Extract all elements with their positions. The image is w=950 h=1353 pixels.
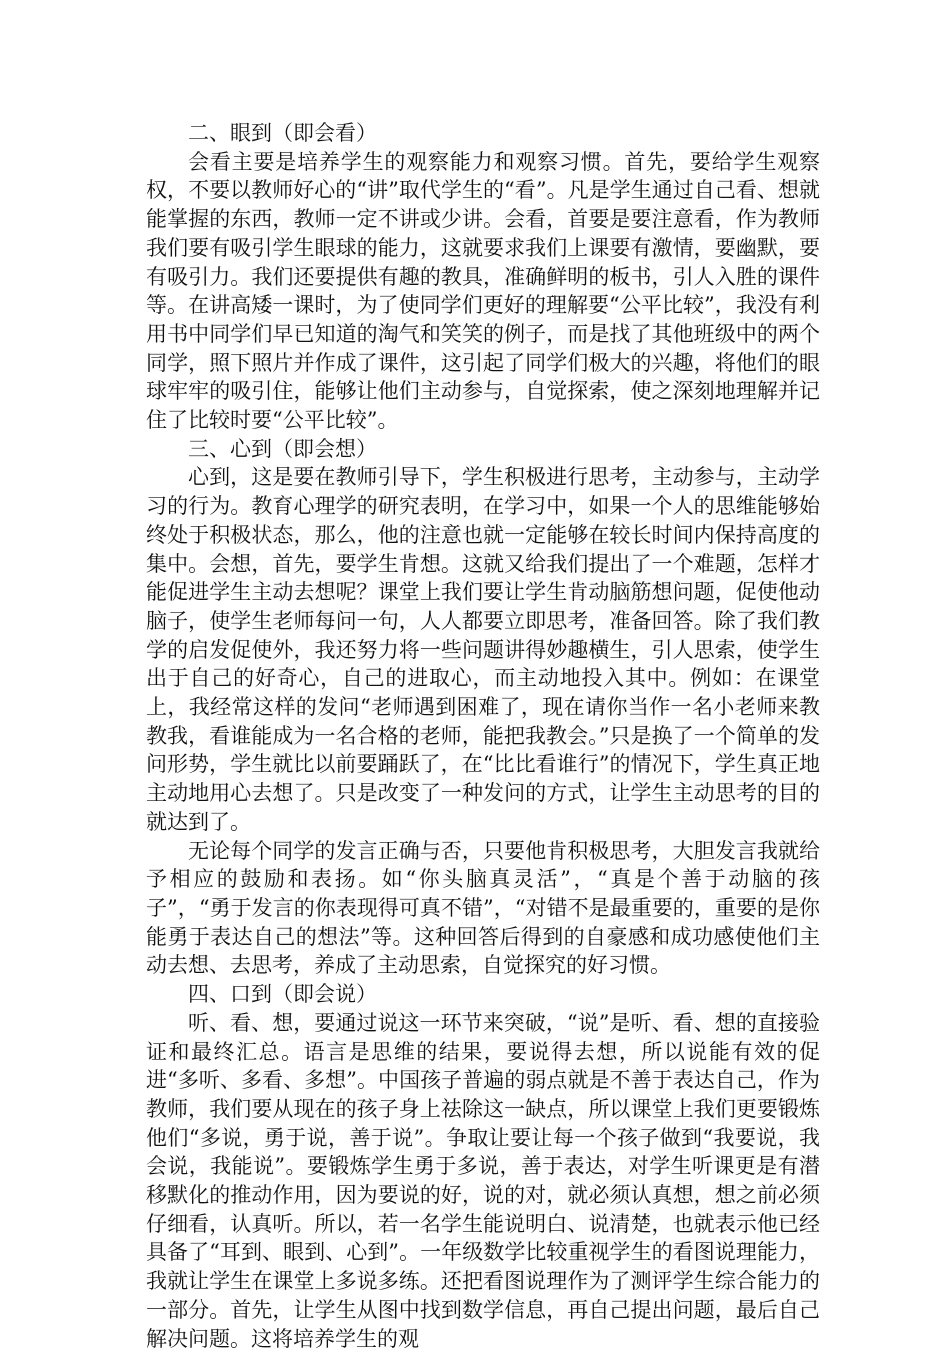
paragraph-heart: 心到，这是要在教师引导下，学生积极进行思考，主动参与，主动学习的行为。教育心理学的研究表明，在学习中，如果一个人的思维能够始终处于积极状态，那么，他的注意也就一定能够在较长时间内保持高度的集中。会想，首先，要学生肯想。这就又给我们提出了一个难题，怎样才能促进学生主动去想呢？课堂上我们要让学生肯动脑筋想问题，促使他动脑子，使学生老师每问一句，人人都要立即思考，准备回答。除了我们教学的启发促使外，我还努力将一些问题讲得妙趣横生，引人思索，使学生出于自己的好奇心，自己的进取心，而主动地投入其中。例如：在课堂上，我经常这样的发问“老师遇到困难了，现在请你当作一名小老师来教教我，看谁能成为一名合格的老师，能把我教会。”只是换了一个简单的发问形势，学生就比以前要踊跃了，在“比比看谁行”的情况下，学生真正地主动地用心去想了。只是改变了一种发问的方式，让学生主动思考的目的就达到了。 bbox=[146, 465, 820, 834]
paragraph-encouragement: 无论每个同学的发言正确与否，只要他肯积极思考，大胆发言我就给予相应的鼓励和表扬。如“你头脑真灵活”，“真是个善于动脑的孩子”，“勇于发言的你表现得可真不错”，“对错不是最重要的，重要的是你能勇于表达自己的想法”等。这种回答后得到的自豪感和成功感使他们主动去想、去思考，养成了主动思索，自觉探究的好习惯。 bbox=[146, 838, 820, 978]
paragraph-mouth: 听、看、想，要通过说这一环节来突破，“说”是听、看、想的直接验证和最终汇总。语言是思维的结果，要说得去想，所以说能有效的促进“多听、多看、多想”。中国孩子普遍的弱点就是不善于表达自己，作为教师，我们要从现在的孩子身上祛除这一缺点，所以课堂上我们更要锻炼他们“多说，勇于说，善于说”。争取让要让每一个孩子做到“我要说，我会说，我能说”。要锻炼学生勇于多说，善于表达，对学生听课更是有潜移默化的推动作用，因为要说的好，说的对，就必须认真想，想之前必须仔细看，认真听。所以，若一名学生能说明白、说清楚，也就表示他已经具备了“耳到、眼到、心到”。一年级数学比较重视学生的看图说理能力，我就让学生在课堂上多说多练。还把看图说理作为了测评学生综合能力的一部分。首先，让学生从图中找到数学信息，再自己提出问题，最后自己解决问题。这将培养学生的观 bbox=[146, 1010, 820, 1351]
paragraph-eye: 会看主要是培养学生的观察能力和观察习惯。首先，要给学生观察权，不要以教师好心的“讲”取代学生的“看”。凡是学生通过自己看、想就能掌握的东西，教师一定不讲或少讲。会看，首要是要注意看，作为教师我们要有吸引学生眼球的能力，这就要求我们上课要有激情，要幽默，要有吸引力。我们还要提供有趣的教具，准确鲜明的板书，引人入胜的课件等。在讲高矮一课时，为了使同学们更好的理解要“公平比较”，我没有利用书中同学们早已知道的淘气和笑笑的例子，而是找了其他班级中的两个同学，照下照片并作成了课件，这引起了同学们极大的兴趣，将他们的眼球牢牢的吸引住，能够让他们主动参与，自觉探索，使之深刻地理解并记住了比较时要“公平比较”。 bbox=[146, 149, 820, 433]
section-heading-eye: 二、眼到（即会看） bbox=[188, 121, 377, 145]
document-page bbox=[146, 119, 820, 1353]
section-heading-heart: 三、心到（即会想） bbox=[188, 436, 377, 461]
section-heading-mouth: 四、口到（即会说） bbox=[188, 982, 377, 1007]
